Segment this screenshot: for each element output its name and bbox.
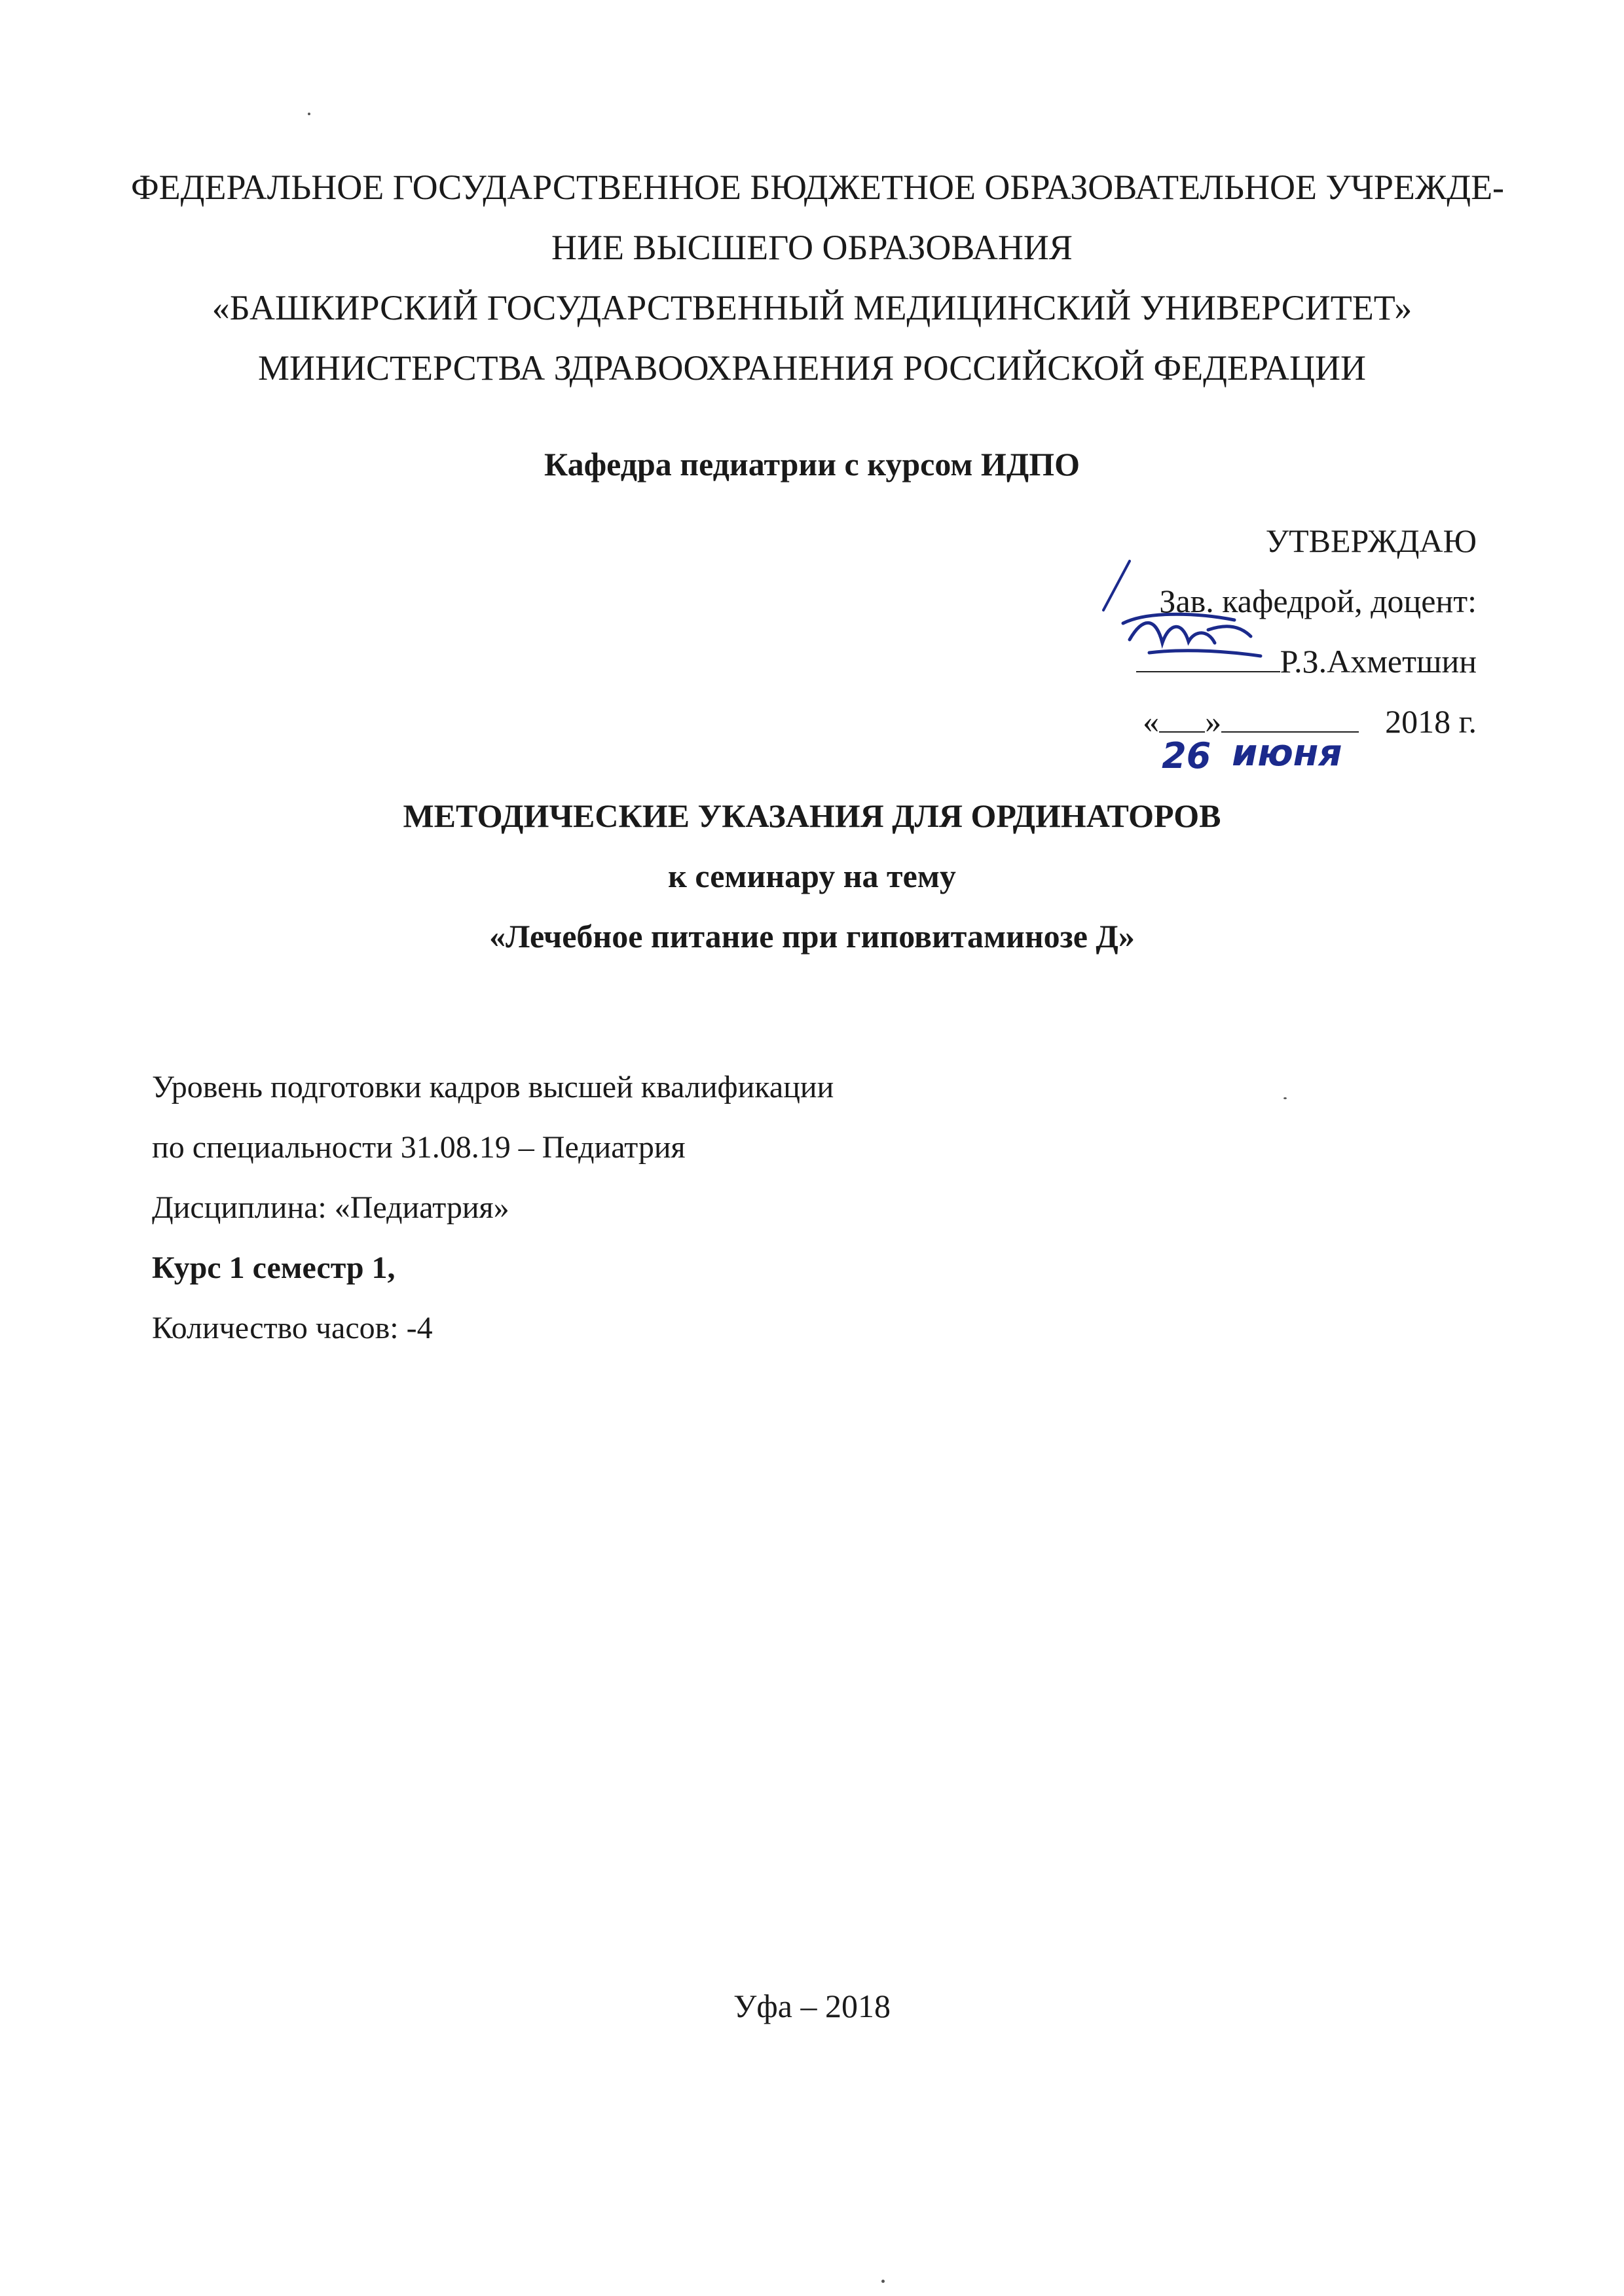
- document-topic: «Лечебное питание при гиповитаминозе Д»: [489, 918, 1135, 955]
- document-subtitle: к семинару на тему: [668, 858, 956, 894]
- date-month-handwritten: июня: [1232, 732, 1342, 774]
- date-month-blank: [1221, 731, 1359, 774]
- date-quote-close: »: [1205, 703, 1222, 740]
- scan-speck: [1283, 1097, 1287, 1099]
- course-semester: Курс 1 семестр 1,: [152, 1250, 396, 1285]
- training-level: Уровень подготовки кадров высшей квалификации: [152, 1070, 834, 1104]
- date-day-handwritten: 26: [1162, 735, 1211, 776]
- institution-header: [131, 157, 1505, 398]
- department-name: Кафедра педиатрии с курсом ИДПО: [544, 446, 1080, 483]
- approval-date-row: [1136, 691, 1477, 776]
- approval-block: [1136, 511, 1477, 776]
- discipline: Дисциплина: «Педиатрия»: [152, 1190, 509, 1225]
- document-title-block: [0, 786, 1624, 966]
- header-line: НИЕ ВЫСШЕГО ОБРАЗОВАНИЯ: [551, 228, 1073, 267]
- approval-title: УТВЕРЖДАЮ: [1265, 522, 1477, 559]
- course-info: [152, 1057, 834, 1358]
- specialty: по специальности 31.08.19 – Педиатрия: [152, 1130, 686, 1165]
- approval-position: Зав. кафедрой, доцент:: [1159, 583, 1477, 619]
- document-title: МЕТОДИЧЕСКИЕ УКАЗАНИЯ ДЛЯ ОРДИНАТОРОВ: [403, 797, 1221, 834]
- scan-speck: [881, 2280, 885, 2283]
- hours-count: Количество часов: -4: [152, 1311, 433, 1345]
- scan-speck: [308, 113, 310, 115]
- header-line: «БАШКИРСКИЙ ГОСУДАРСТВЕННЫЙ МЕДИЦИНСКИЙ УНИВЕРСИТЕТ»: [212, 288, 1412, 327]
- handwritten-signature-icon: [1110, 604, 1280, 676]
- header-line: ФЕДЕРАЛЬНОЕ ГОСУДАРСТВЕННОЕ БЮДЖЕТНОЕ ОБРАЗОВАТЕЛЬНОЕ УЧРЕЖДЕ-: [131, 168, 1505, 207]
- signature-line: [1136, 640, 1280, 672]
- date-quote-open: «: [1143, 703, 1160, 740]
- city-year: Уфа – 2018: [733, 1988, 891, 2024]
- date-day-blank: [1159, 731, 1211, 776]
- header-line: МИНИСТЕРСТВА ЗДРАВООХРАНЕНИЯ РОССИЙСКОЙ ФЕДЕРАЦИИ: [257, 348, 1367, 388]
- approver-name: Р.З.Ахметшин: [1280, 643, 1477, 680]
- approval-name-row: [1136, 631, 1477, 691]
- date-year: 2018 г.: [1385, 703, 1477, 740]
